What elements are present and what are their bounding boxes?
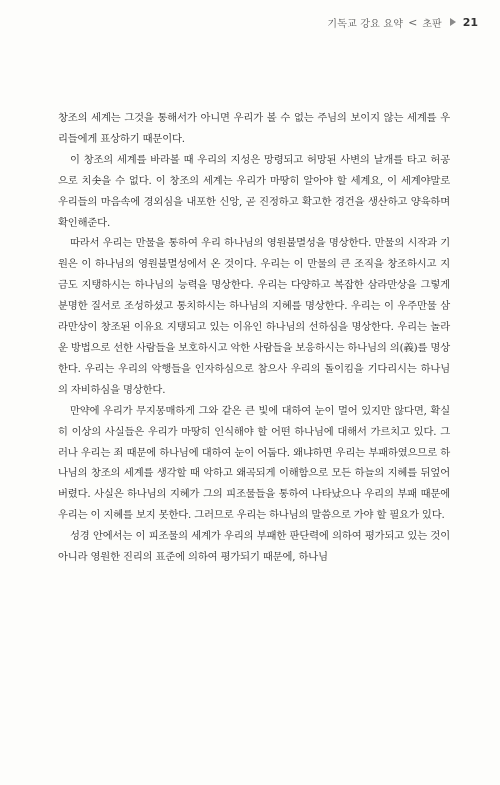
section-label: 초판 [422, 18, 442, 30]
running-header [327, 14, 478, 30]
paragraph: 성경 안에서는 이 피조물의 세계가 우리의 부패한 판단력에 의하여 평가되고 있는 것이 아니라 영원한 진리의 표준에 의하여 평가되기 때문에, 하나님 [58, 530, 450, 564]
book-title: 기독교 강요 요약 [327, 18, 404, 30]
paragraph: 따라서 우리는 만물을 통하여 우리 하나님의 영원불멸성을 명상한다. 만물의 시작과 기원은 이 하나님의 영원불멸성에서 온 것이다. 우리는 이 만물의 큰 조직을 창조하시고 지금도 지탱하시는 하나님의 능력을 명상한다. 우리는 다양하고 복잡한 삼라만상을 그렇게 분명한 질서로 조성하셨고 통치하시는 하나님의 지혜를 명상한다. 우리는 이 우주만물 삼라만상이 창조된 이유요 지탱되고 있는 이유인 하나님의 선하심을 명상한다. 우리는 놀라운 방법으로 선한 사람들을 보호하시고 악한 사람들을 보응하시는 하나님의 의(義)를 명상한다. 우리는 우리의 악행들을 인자하심으로 참으사 우리의 돌이킴을 기다리시는 하나님의 자비하심을 명상한다. [58, 237, 450, 396]
page-number: 21 [462, 15, 478, 29]
paragraph-continued: 창조의 세계는 그것을 통해서가 아니면 우리가 볼 수 없는 주님의 보이지 않는 세계를 우리들에게 표상하기 때문이다. [58, 112, 450, 145]
triangle-right-icon [450, 18, 456, 26]
angle-bracket-icon: < [408, 15, 418, 29]
paragraph: 만약에 우리가 무지몽매하게 그와 같은 큰 빛에 대하여 눈이 멀어 있지만 않다면, 확실히 이상의 사실들은 우리가 마땅히 인식해야 할 어떤 하나님에 대해서 가르치고 있다. 그러나 우리는 죄 때문에 하나님에 대하여 눈이 어둡다. 왜냐하면 우리는 부패하였으므로 하나님의 창조의 세계를 생각할 때 악하고 왜곡되게 이해함으로 모든 하늘의 지혜를 뒤엎어 버렸다. 사실은 하나님의 지혜가 그의 피조물들을 통하여 나타났으나 우리의 부패 때문에 우리는 이 지혜를 보지 못한다. 그러므로 우리는 하나님의 말씀으로 가야 할 필요가 있다. [58, 404, 450, 522]
paragraph: 이 창조의 세계를 바라볼 때 우리의 지성은 망령되고 허망된 사변의 날개를 타고 허공으로 치솟을 수 없다. 이 창조의 세계는 우리가 마땅히 알아야 할 세계요, 이 세계야말로 우리들의 마음속에 경외심을 내포한 신앙, 곧 진정하고 확고한 경건을 생산하고 양육하며 확인해준다. [58, 153, 450, 229]
body-text [58, 108, 450, 568]
